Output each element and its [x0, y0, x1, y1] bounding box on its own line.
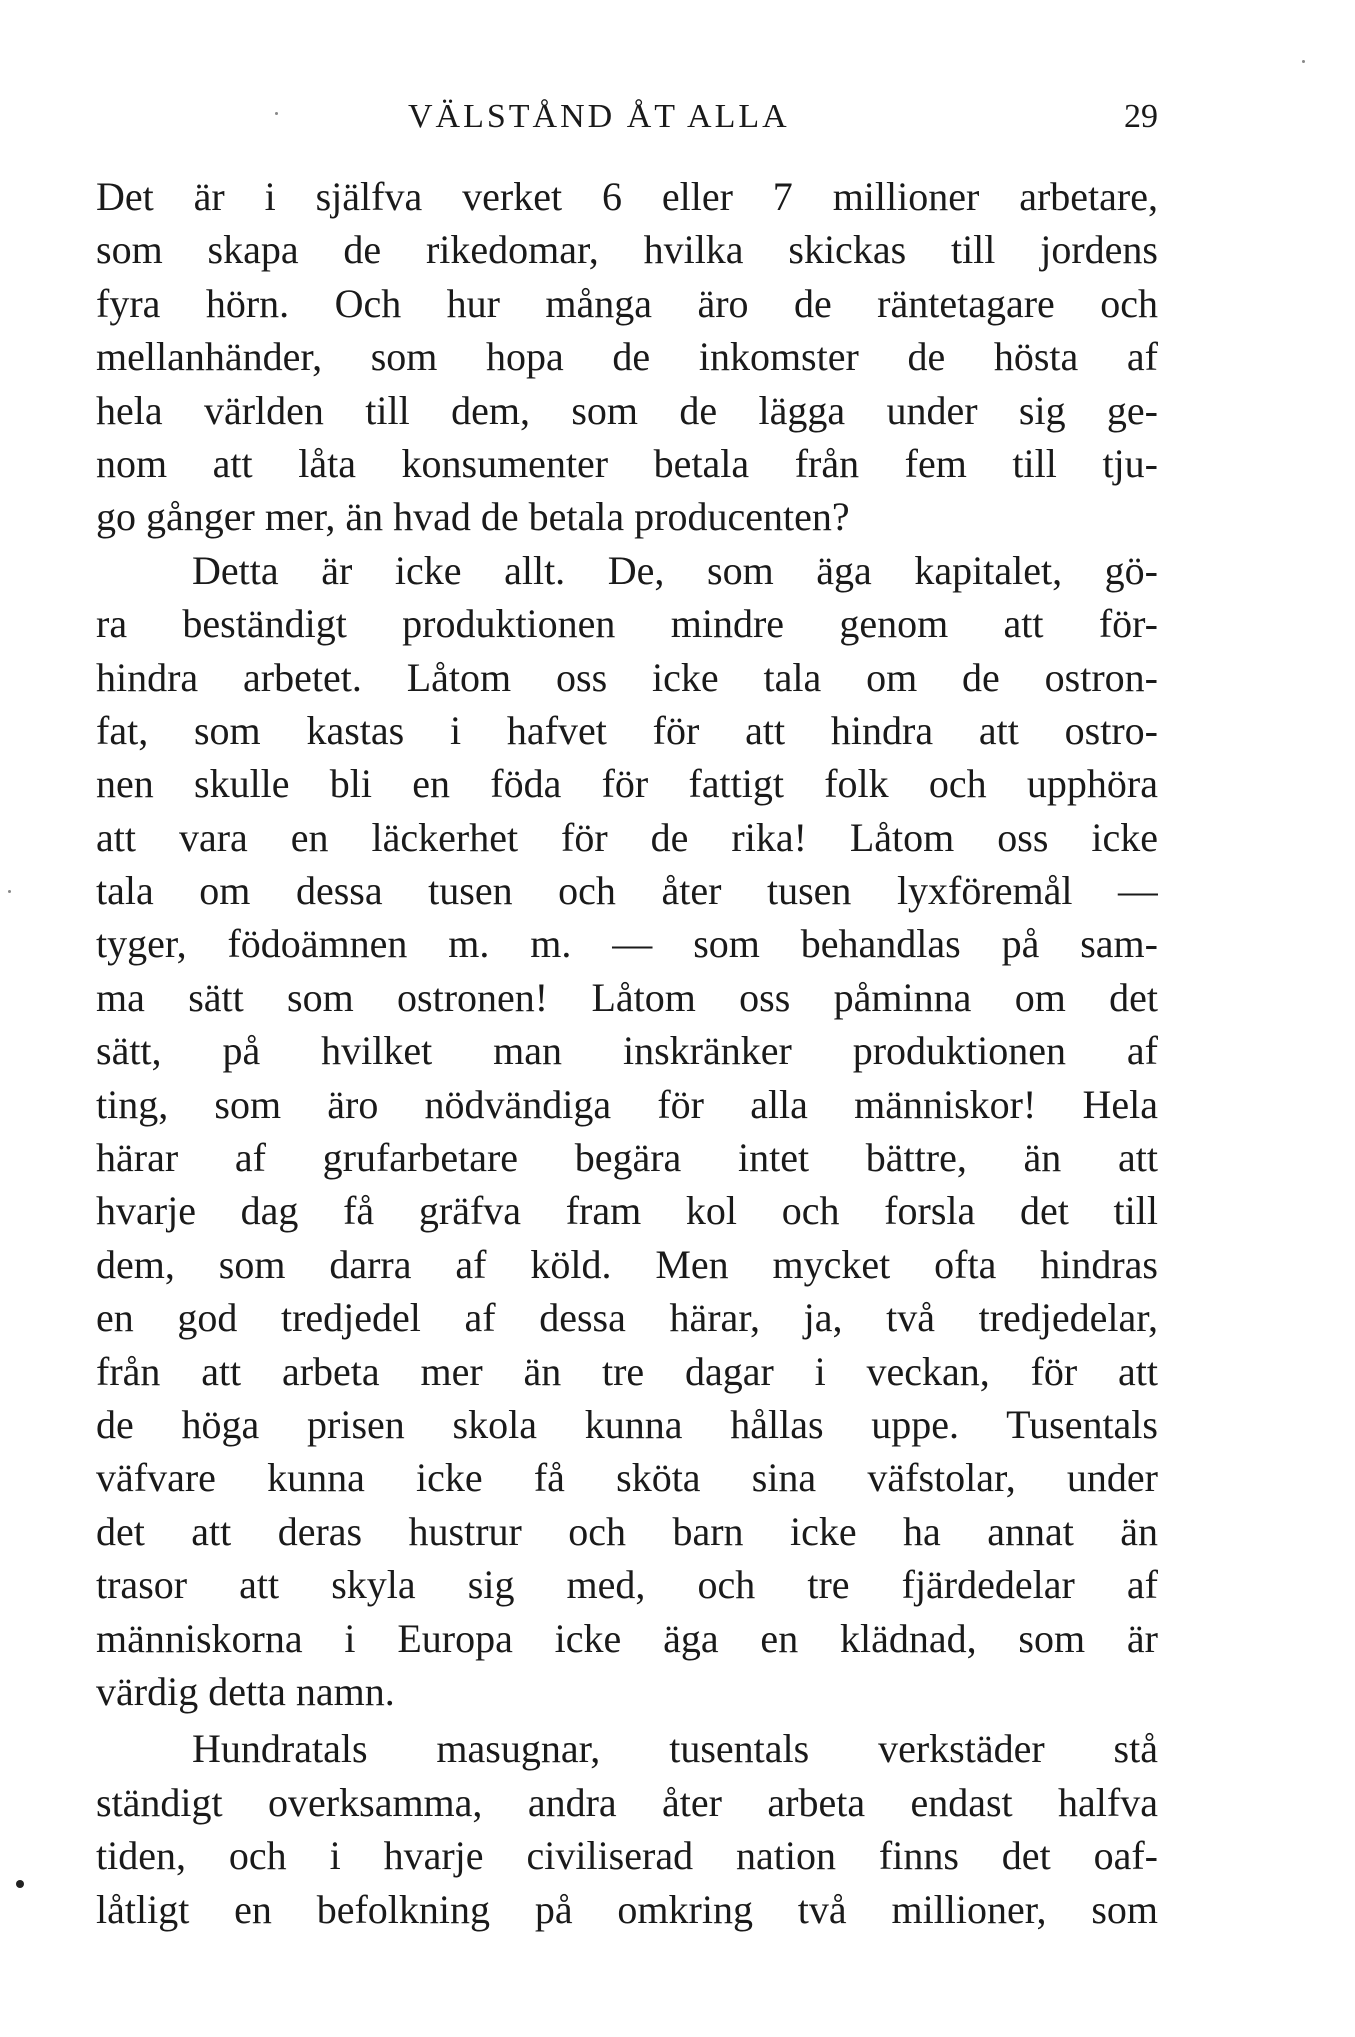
paper-speck — [8, 890, 11, 893]
text-line: nen skulle bli en föda för fattigt folk och upphöra — [96, 761, 1158, 807]
text-line: de höga prisen skola kunna hållas uppe. Tusentals — [96, 1401, 1158, 1447]
text-line: Hundratals masugnar, tusentals verkstäder stå — [192, 1726, 1158, 1772]
text-line: hela världen till dem, som de lägga under sig ge- — [96, 387, 1158, 433]
text-line: fat, som kastas i hafvet för att hindra att ostro- — [96, 707, 1158, 753]
text-line: som skapa de rikedomar, hvilka skickas till jordens — [96, 227, 1158, 273]
text-line: fyra hörn. Och hur många äro de räntetagare och — [96, 280, 1158, 326]
text-line: trasor att skyla sig med, och tre fjärdedelar af — [96, 1562, 1158, 1608]
text-line: människorna i Europa icke äga en klädnad, som är — [96, 1615, 1158, 1661]
body-text — [96, 170, 1158, 1936]
text-line: väfvare kunna icke få sköta sina väfstolar, under — [96, 1455, 1158, 1501]
text-line: hindra arbetet. Låtom oss icke tala om de ostron- — [96, 654, 1158, 700]
text-line: en god tredjedel af dessa härar, ja, två tredjedelar, — [96, 1295, 1158, 1341]
text-line: dem, som darra af köld. Men mycket ofta hindras — [96, 1241, 1158, 1287]
text-line: värdig detta namn. — [96, 1668, 395, 1714]
paragraph-1 — [96, 170, 1158, 544]
text-line: ra beständigt produktionen mindre genom att för- — [96, 601, 1158, 647]
running-title: VÄLSTÅND ÅT ALLA — [408, 98, 790, 135]
page-number: 29 — [1124, 98, 1158, 135]
text-line: ting, som äro nödvändiga för alla människor! Hela — [96, 1081, 1158, 1127]
text-line: Det är i själfva verket 6 eller 7 millioner arbetare, — [96, 174, 1158, 219]
text-line: ständigt overksamma, andra åter arbeta endast halfva — [96, 1779, 1158, 1825]
text-line: härar af grufarbetare begära intet bättre, än att — [96, 1135, 1158, 1181]
text-line: låtligt en befolkning på omkring två millioner, som — [96, 1886, 1158, 1932]
text-line: nom att låta konsumenter betala från fem till tju- — [96, 440, 1158, 486]
text-line: från att arbeta mer än tre dagar i veckan, för att — [96, 1348, 1158, 1394]
text-line: Detta är icke allt. De, som äga kapitalet, gö- — [192, 547, 1158, 593]
text-line: sätt, på hvilket man inskränker produktionen af — [96, 1028, 1158, 1074]
running-head — [98, 98, 1158, 148]
text-line: tala om dessa tusen och åter tusen lyxföremål — — [96, 868, 1158, 914]
text-line: mellanhänder, som hopa de inkomster de hösta af — [96, 334, 1158, 380]
paragraph-3 — [96, 1722, 1158, 1936]
text-line: tyger, födoämnen m. m. — som behandlas på sam- — [96, 921, 1158, 967]
text-line: det att deras hustrur och barn icke ha annat än — [96, 1508, 1158, 1554]
text-line: hvarje dag få gräfva fram kol och forsla det till — [96, 1188, 1158, 1234]
text-line: go gånger mer, än hvad de betala producenten? — [96, 494, 850, 540]
text-line: att vara en läckerhet för de rika! Låtom oss icke — [96, 814, 1158, 860]
text-line: tiden, och i hvarje civiliserad nation finns det oaf- — [96, 1833, 1158, 1879]
paper-speck — [1302, 60, 1305, 63]
paper-speck — [275, 112, 278, 115]
paragraph-2 — [96, 544, 1158, 1719]
text-line: ma sätt som ostronen! Låtom oss påminna om det — [96, 974, 1158, 1020]
margin-speck-mark — [16, 1880, 24, 1888]
